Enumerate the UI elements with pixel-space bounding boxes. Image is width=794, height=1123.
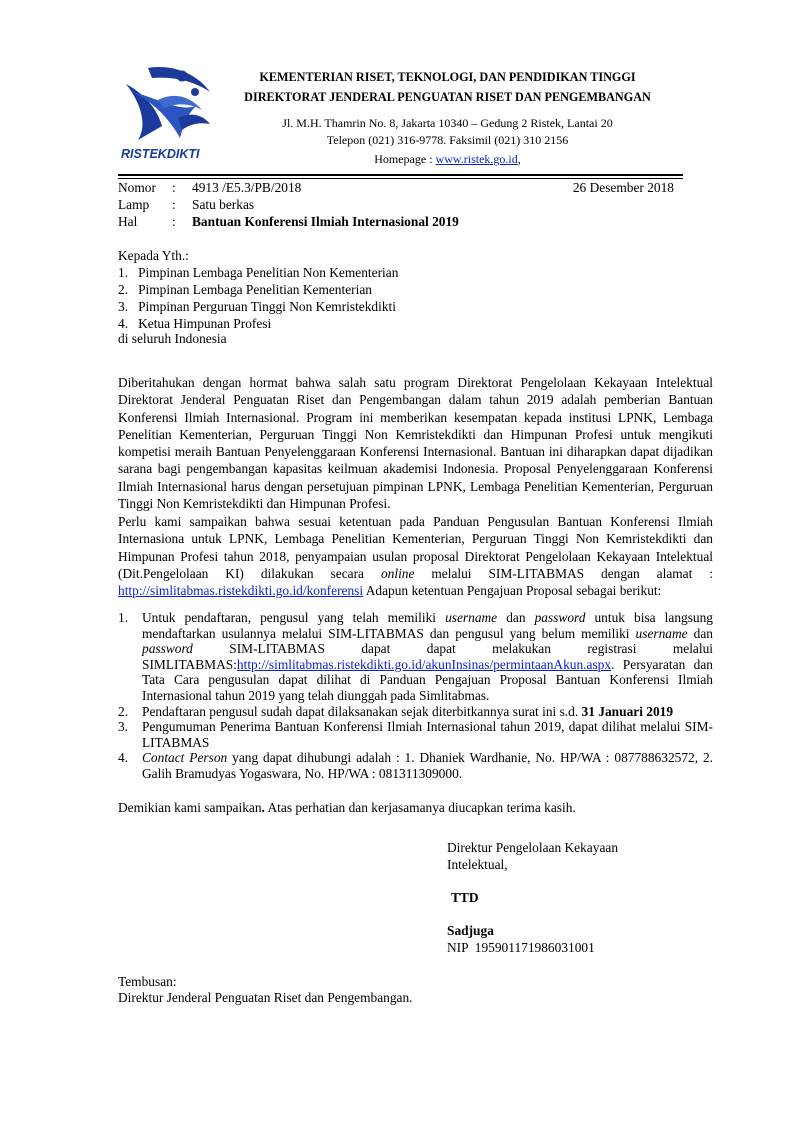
p2-text-a: Perlu kami sampaikan bahwa sesuai ketentuan pada Panduan Pengusulan Bantuan Konferensi Ilmiah Internasiona untuk LPNK, Lembaga Penelitian Kementerian, Perguruan Tinggi Non Kemristekdikti dan Himpunan Profesi tahun 2018, penyampaian usulan proposal Direktorat Pengelolaan Kekayaan Intelektual (Dit.Pengelolaan KI) dilakukan secara	[118, 514, 713, 581]
hal-value: Bantuan Konferensi Ilmiah Internasional 2019	[192, 214, 459, 229]
homepage	[215, 152, 680, 167]
list-item	[118, 610, 713, 704]
list-text: Pengumuman Penerima Bantuan Konferensi Ilmiah Internasional tahun 2019, dapat dilihat melalui SIM-LITABMAS	[142, 719, 713, 750]
list-number: 1.	[118, 610, 129, 625]
recipient-item: 3. Pimpinan Perguruan Tinggi Non Kemristekdikti	[118, 299, 396, 314]
list-number: 3.	[118, 719, 129, 735]
recipient-greeting: Kepada Yth.:	[118, 248, 189, 263]
list-item	[118, 750, 713, 781]
letter-date: 26 Desember 2018	[572, 180, 674, 195]
recipient-item: 4. Ketua Himpunan Profesi	[118, 316, 272, 331]
list-italic: password	[142, 641, 193, 657]
ministry-name: KEMENTERIAN RISET, TEKNOLOGI, DAN PENDIDIKAN TINGGI	[259, 70, 636, 84]
list-item	[118, 719, 713, 750]
lamp-label: Lamp	[118, 197, 150, 212]
nomor-colon: :	[172, 180, 176, 195]
homepage-tail: ,	[517, 152, 521, 166]
meta-hal	[118, 214, 459, 230]
provisions-list	[118, 610, 713, 782]
list-text: dan	[497, 610, 535, 625]
lamp-value: Satu berkas	[192, 197, 255, 212]
list-text: . Persyaratan dan Tata Cara pengusulan dapat dilihat di Panduan Pengajuan Proposal Bantuan Konferensi Ilmiah Internasional tahun 2019 yang telah diunggah pada Simlitabmas.	[142, 656, 713, 703]
closing-text: Atas perhatian dan kerjasamanya diucapkan terima kasih.	[264, 800, 576, 815]
cc-item: Direktur Jenderal Penguatan Riset dan Pengembangan.	[118, 990, 413, 1005]
closing-sentence	[118, 800, 576, 816]
signatory-name: Sadjuga	[447, 923, 494, 938]
hal-label: Hal	[118, 214, 138, 229]
list-italic: username	[445, 610, 498, 625]
list-text: Untuk pendaftaran, pengusul yang telah memiliki	[142, 610, 446, 625]
contact-person-label: Contact Person	[142, 750, 228, 766]
signatory-nip: NIP 195901171986031001	[447, 940, 595, 955]
directorate-name: DIREKTORAT JENDERAL PENGUATAN RISET DAN PENGEMBANGAN	[244, 90, 651, 104]
paragraph-1: Diberitahukan dengan hormat bahwa salah satu program Direktorat Pengelolaan Kekayaan Intelektual Direktorat Jenderal Penguatan Riset dan Pengembangan dalam tahun 2019 adalah pemberian Bantuan Konferensi Ilmiah Internasional. Program ini memberikan kesempatan kepada institusi LPNK, Lembaga Penelitian Kementerian, Perguruan Tinggi Non Kemristekdikti dan Himpunan Profesi untuk mengikuti kompetisi meraih Bantuan Penyelenggaraan Konferensi Internasional. Bantuan ini diharapkan dapat dijadikan sarana bagi pengembangan kapasitas keilmuan akademisi Indonesia. Proposal Penyelenggaraan Konferensi Ilmiah Internasional harus dengan persetujuan pimpinan LPNK, Lembaga Penelitian Kementerian, Perguruan Tinggi Non Kemristekdikti dan Himpunan Profesi.	[118, 375, 713, 512]
ttd-mark: TTD	[451, 890, 479, 905]
nomor-value: 4913 /E5.3/PB/2018	[192, 180, 302, 195]
list-text: SIM-LITABMAS dapat dapat melakukan registrasi melalui SIMLITABMAS:	[142, 641, 713, 672]
recipient-item: 1. Pimpinan Lembaga Penelitian Non Kementerian	[118, 265, 399, 280]
p2-online: online	[380, 565, 415, 581]
recipient-closing: di seluruh Indonesia	[118, 331, 227, 346]
list-italic: password	[534, 610, 586, 625]
signatory-title: Direktur Pengelolaan Kekayaan	[447, 840, 619, 855]
homepage-label: Homepage :	[374, 152, 436, 166]
list-text: untuk bisa langsung mendaftarkan usulannya melalui SIM-LITABMAS dan pengusul yang belum memiliki	[142, 610, 714, 641]
ristekdikti-logo	[118, 62, 220, 162]
letterhead-rule-thin	[118, 178, 683, 179]
cc-label: Tembusan:	[118, 974, 177, 989]
p2-text-c: Adapun ketentuan Pengajuan Proposal sebagai berikut:	[363, 583, 662, 599]
meta-lamp	[118, 197, 254, 213]
deadline-date: 31 Januari 2019	[581, 703, 674, 719]
logo-text: RISTEKDIKTI	[121, 147, 200, 161]
list-item	[118, 704, 713, 720]
recipient-item: 2. Pimpinan Lembaga Penelitian Kementerian	[118, 282, 372, 297]
homepage-link[interactable]: www.ristek.go.id	[435, 152, 518, 166]
list-number: 4.	[118, 750, 129, 766]
address: Jl. M.H. Thamrin No. 8, Jakarta 10340 – Gedung 2 Ristek, Lantai 20	[282, 116, 613, 130]
paragraph-2	[118, 513, 713, 599]
signatory-title-2: Intelektual,	[447, 857, 508, 872]
list-text: Pendaftaran pengusul sudah dapat dilaksanakan sejak diterbitkannya surat ini s.d.	[142, 703, 582, 719]
ristekdikti-emblem-icon	[118, 62, 220, 162]
letterhead-rule-thick	[118, 174, 683, 176]
lamp-colon: :	[172, 197, 176, 212]
phone-fax: Telepon (021) 316-9778. Faksimil (021) 310 2156	[326, 133, 569, 147]
konferensi-link[interactable]: http://simlitabmas.ristekdikti.go.id/konferensi	[118, 583, 364, 599]
meta-nomor	[118, 180, 301, 196]
list-italic: username	[635, 625, 688, 641]
hal-colon: :	[172, 214, 176, 229]
list-number: 2.	[118, 703, 129, 719]
list-text: yang dapat dihubungi adalah : 1. Dhaniek Wardhanie, No. HP/WA : 087788632572, 2. Galih Bramudyas Yogaswara, No. HP/WA : 081311309000.	[142, 750, 714, 781]
nomor-label: Nomor	[118, 180, 156, 195]
p2-text-b: melalui SIM-LITABMAS dengan alamat :	[414, 565, 713, 581]
closing-text: Demikian kami sampaikan	[118, 800, 262, 815]
account-request-link[interactable]: http://simlitabmas.ristekdikti.go.id/akunInsinas/permintaanAkun.aspx	[236, 656, 612, 672]
list-text: dan	[687, 625, 713, 641]
closing-dot: .	[261, 800, 265, 815]
